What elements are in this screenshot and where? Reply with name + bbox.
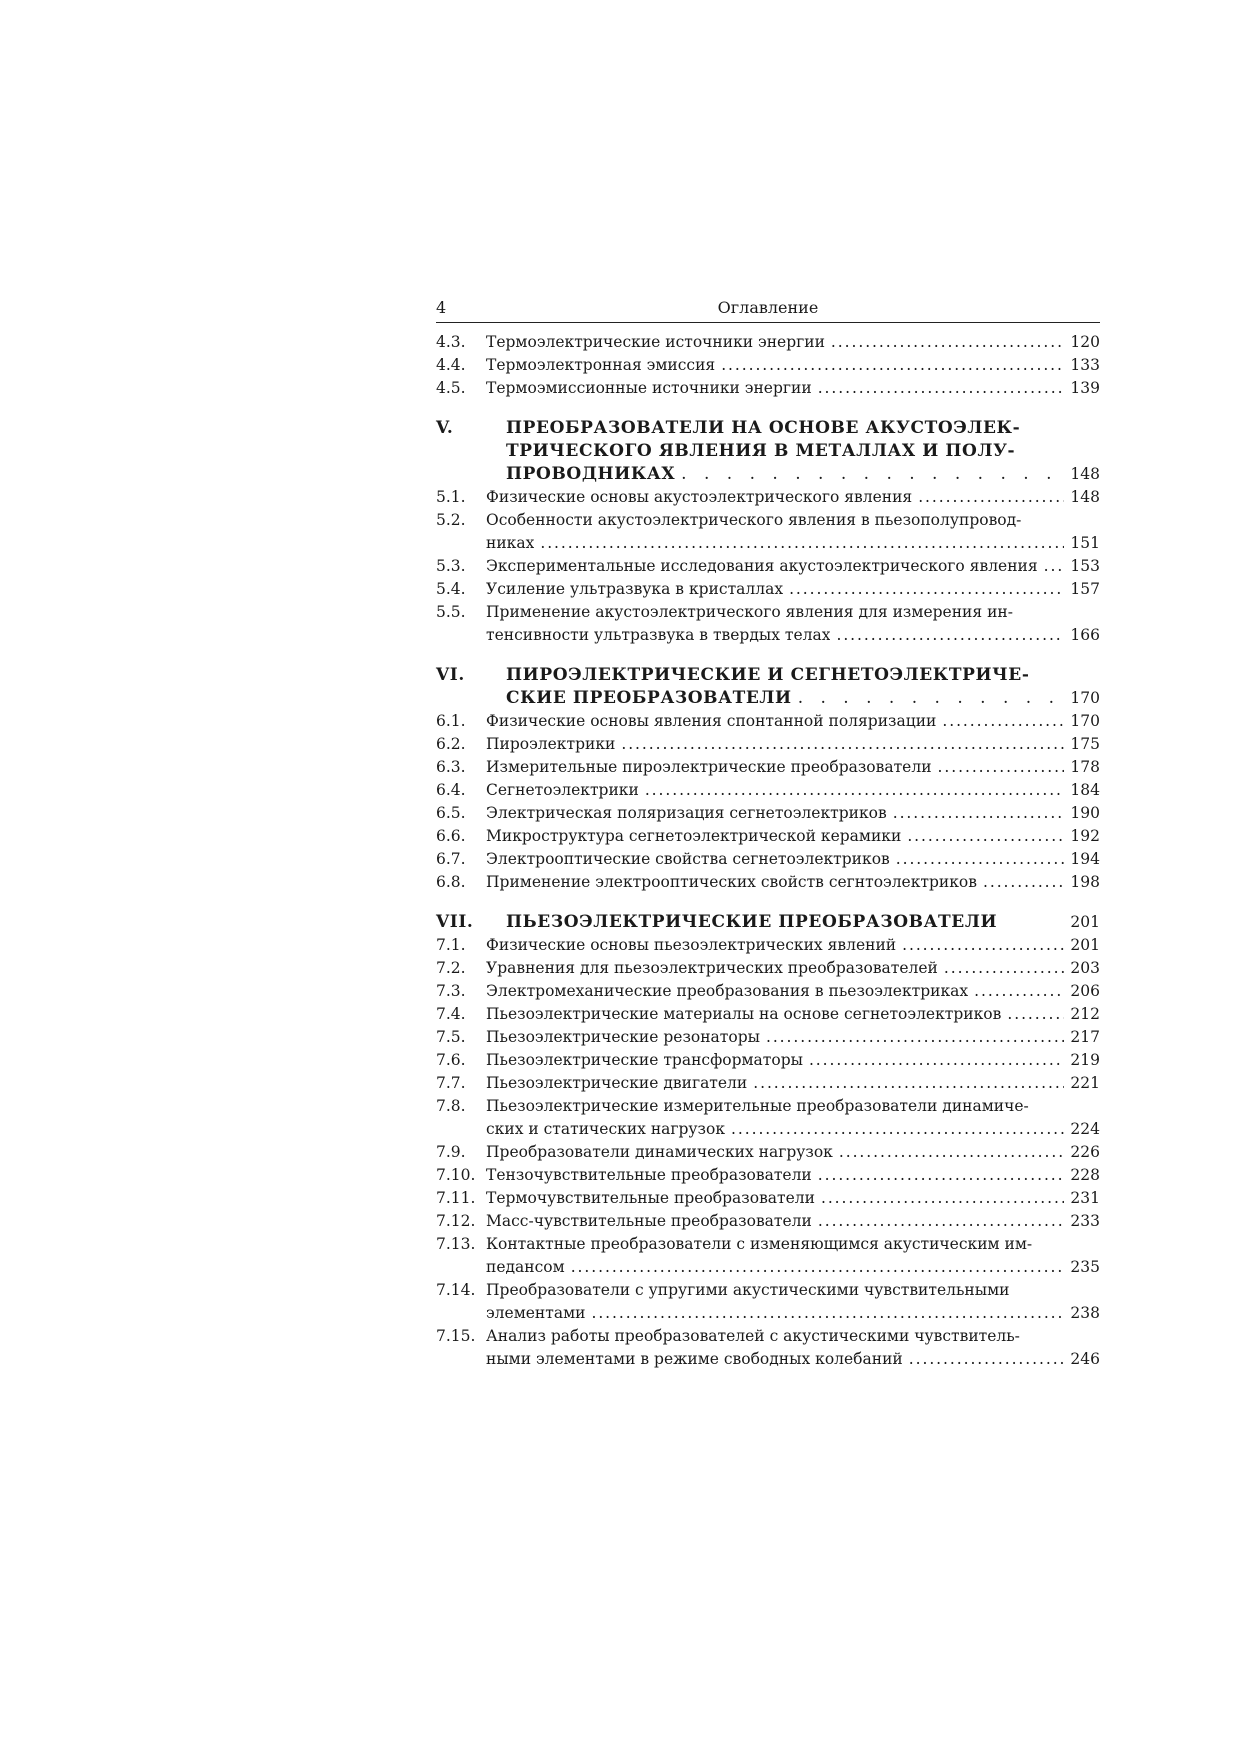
toc-entry-title: Сегнетоэлектрики	[486, 781, 639, 799]
toc-page-number: 175	[1070, 735, 1100, 753]
dot-leader	[591, 1302, 1064, 1325]
toc-entry-number: 7.15.	[436, 1327, 476, 1345]
dot-leader	[766, 1026, 1064, 1049]
toc-entry-number: 5.5.	[436, 603, 466, 621]
toc-entry-number: 7.11.	[436, 1189, 476, 1207]
toc-entry-title: Тензочувствительные преобразователи	[486, 1166, 812, 1184]
toc-entry-number: 6.5.	[436, 804, 466, 822]
toc-entry-body	[486, 710, 1100, 733]
toc-entry-number: 6.1.	[436, 712, 466, 730]
toc-entry-final-row	[486, 1026, 1100, 1049]
toc-entry-final-row	[486, 1256, 1100, 1279]
toc-section-entry[interactable]	[436, 1095, 1100, 1141]
toc-entry-title-line: ТРИЧЕСКОГО ЯВЛЕНИЯ В МЕТАЛЛАХ И ПОЛУ-	[506, 441, 1016, 461]
toc-section-entry[interactable]	[436, 331, 1100, 354]
page-number: 4	[436, 298, 447, 317]
toc-entry-body	[486, 756, 1100, 779]
toc-entry-body	[506, 664, 1100, 710]
dot-leader	[681, 463, 1064, 486]
toc-entry-title: Термоэлектронная эмиссия	[486, 356, 716, 374]
toc-entry-final-row	[486, 1003, 1100, 1026]
toc-page-number: 219	[1070, 1051, 1100, 1069]
toc-page-number: 217	[1070, 1028, 1100, 1046]
toc-page-number: 198	[1070, 873, 1100, 891]
toc-entry-number: 5.2.	[436, 511, 466, 529]
toc-section-entry[interactable]	[436, 1233, 1100, 1279]
toc-entry-body	[486, 1210, 1100, 1233]
toc-entry-body	[486, 1279, 1100, 1325]
toc-entry-title: Преобразователи динамических нагрузок	[486, 1143, 833, 1161]
toc-entry-body	[486, 578, 1100, 601]
toc-entry-title-line: Особенности акустоэлектрического явления в пьезополупровод-	[486, 511, 1022, 529]
toc-page-number: 153	[1070, 557, 1100, 575]
toc-entry-final-row	[506, 463, 1100, 486]
toc-section-entry[interactable]	[436, 1164, 1100, 1187]
toc-page-number: 170	[1070, 712, 1100, 730]
toc-entry-title: Экспериментальные исследования акустоэлектрического явления	[486, 557, 1038, 575]
toc-page-number: 203	[1070, 959, 1100, 977]
toc-entry-number: 5.4.	[436, 580, 466, 598]
toc-page-number: 133	[1070, 356, 1100, 374]
toc-section-entry[interactable]	[436, 1026, 1100, 1049]
dot-leader	[571, 1256, 1065, 1279]
toc-entry-title: Электромеханические преобразования в пьезоэлектриках	[486, 982, 969, 1000]
toc-entry-final-row	[486, 756, 1100, 779]
toc-page-number: 206	[1070, 982, 1100, 1000]
toc-entry-number: V.	[436, 418, 454, 438]
toc-page-number: 120	[1070, 333, 1100, 351]
dot-leader	[942, 710, 1064, 733]
toc-section-entry[interactable]	[436, 779, 1100, 802]
toc-section-entry[interactable]	[436, 578, 1100, 601]
toc-entry-body	[486, 934, 1100, 957]
toc-entry-final-row	[486, 1072, 1100, 1095]
toc-entry-number: 7.13.	[436, 1235, 476, 1253]
toc-entry-number: 7.14.	[436, 1281, 476, 1299]
toc-entry-body	[506, 417, 1100, 486]
toc-page-number: 178	[1070, 758, 1100, 776]
toc-entry-title: элементами	[486, 1304, 586, 1322]
toc-section-entry[interactable]	[436, 957, 1100, 980]
toc-entry-body	[506, 911, 1100, 934]
toc-entry-title-line: Преобразователи с упругими акустическими чувствительными	[486, 1281, 1010, 1299]
toc-entry-body	[486, 1072, 1100, 1095]
toc-entry-body	[486, 601, 1100, 647]
toc-entry-body	[486, 486, 1100, 509]
toc-section-entry[interactable]	[436, 354, 1100, 377]
toc-section-entry[interactable]	[436, 710, 1100, 733]
dot-leader	[621, 733, 1064, 756]
toc-chapter-entry[interactable]	[436, 664, 1100, 710]
toc-page-number: 148	[1070, 465, 1100, 483]
dot-leader	[907, 825, 1064, 848]
toc-section-entry[interactable]	[436, 1003, 1100, 1026]
dot-leader	[839, 1141, 1065, 1164]
toc-entry-body	[486, 1141, 1100, 1164]
toc-entry-title: Физические основы пьезоэлектрических явлений	[486, 936, 897, 954]
toc-entry-number: 7.4.	[436, 1005, 466, 1023]
toc-page-number: 194	[1070, 850, 1100, 868]
dot-leader	[944, 957, 1065, 980]
toc-entry-title: Применение электрооптических свойств сегнтоэлектриков	[486, 873, 977, 891]
toc-page-number: 221	[1070, 1074, 1100, 1092]
toc-page-number: 184	[1070, 781, 1100, 799]
toc-entry-number: 5.3.	[436, 557, 466, 575]
toc-page-number: 170	[1070, 689, 1100, 707]
toc-entry-final-row	[486, 331, 1100, 354]
dot-leader	[809, 1049, 1064, 1072]
dot-leader	[818, 377, 1065, 400]
toc-page-number: 148	[1070, 488, 1100, 506]
toc-section-entry[interactable]	[436, 756, 1100, 779]
toc-entry-final-row	[486, 1164, 1100, 1187]
toc-entry-title-line: Пьезоэлектрические измерительные преобразователи динамиче-	[486, 1097, 1029, 1115]
toc-entry-title: Электрооптические свойства сегнетоэлектриков	[486, 850, 890, 868]
toc-entry-final-row	[486, 532, 1100, 555]
toc-entry-number: 5.1.	[436, 488, 466, 506]
toc-entry-title: ПЬЕЗОЭЛЕКТРИЧЕСКИЕ ПРЕОБРАЗОВАТЕЛИ	[506, 912, 998, 932]
dot-leader	[731, 1118, 1064, 1141]
toc-page-number: 201	[1070, 936, 1100, 954]
toc-entry-title: Пьезоэлектрические материалы на основе сегнетоэлектриков	[486, 1005, 1002, 1023]
toc-entry-final-row	[486, 848, 1100, 871]
toc-entry-final-row	[486, 555, 1100, 578]
toc-entry-title: Микроструктура сегнетоэлектрической керамики	[486, 827, 902, 845]
toc-entry-body	[486, 377, 1100, 400]
toc-entry-number: 6.3.	[436, 758, 466, 776]
toc-page-number: 166	[1070, 626, 1100, 644]
toc-page-number: 246	[1070, 1350, 1100, 1368]
toc-page-number: 192	[1070, 827, 1100, 845]
toc-entry-title: Пьезоэлектрические двигатели	[486, 1074, 748, 1092]
toc-entry-number: VI.	[436, 665, 465, 685]
toc-entry-body	[486, 1233, 1100, 1279]
toc-entry-number: 7.3.	[436, 982, 466, 1000]
dot-leader	[974, 980, 1064, 1003]
toc-section-entry[interactable]	[436, 1210, 1100, 1233]
toc-entry-number: 6.4.	[436, 781, 466, 799]
toc-entry-title: ными элементами в режиме свободных колебаний	[486, 1350, 903, 1368]
toc-entry-number: 6.7.	[436, 850, 466, 868]
dot-leader	[983, 871, 1064, 894]
toc-section-entry[interactable]	[436, 934, 1100, 957]
toc-page-number: 224	[1070, 1120, 1100, 1138]
dot-leader	[893, 802, 1065, 825]
toc-page-number: 212	[1070, 1005, 1100, 1023]
dot-leader	[540, 532, 1064, 555]
dot-leader	[821, 1187, 1064, 1210]
toc-entry-title-line: Анализ работы преобразователей с акустическими чувствитель-	[486, 1327, 1020, 1345]
toc-section-entry[interactable]	[436, 1279, 1100, 1325]
toc-section-entry[interactable]	[436, 601, 1100, 647]
toc-entry-number: 6.2.	[436, 735, 466, 753]
dot-leader	[896, 848, 1065, 871]
toc-entry-body	[486, 733, 1100, 756]
toc-entry-title: Усиление ультразвука в кристаллах	[486, 580, 784, 598]
toc-entry-number: VII.	[436, 912, 474, 932]
toc-entry-title: СКИЕ ПРЕОБРАЗОВАТЕЛИ	[506, 688, 792, 708]
toc-entry-body	[486, 1325, 1100, 1371]
toc-section-entry[interactable]	[436, 486, 1100, 509]
toc-entry-number: 6.6.	[436, 827, 466, 845]
toc-entry-number: 7.8.	[436, 1097, 466, 1115]
toc-entry-number: 7.10.	[436, 1166, 476, 1184]
toc-entry-title: тенсивности ультразвука в твердых телах	[486, 626, 831, 644]
toc-entry-title-line: ПИРОЭЛЕКТРИЧЕСКИЕ И СЕГНЕТОЭЛЕКТРИЧЕ-	[506, 665, 1030, 685]
dot-leader	[938, 756, 1065, 779]
toc-section-entry[interactable]	[436, 871, 1100, 894]
toc-entry-title: Физические основы явления спонтанной поляризации	[486, 712, 937, 730]
toc-entry-final-row	[486, 1348, 1100, 1371]
toc-entry-number: 7.7.	[436, 1074, 466, 1092]
toc-entry-title: Термочувствительные преобразователи	[486, 1189, 815, 1207]
toc-section-entry[interactable]	[436, 1072, 1100, 1095]
toc-entry-body	[486, 1049, 1100, 1072]
toc-entry-title: Термоэлектрические источники энергии	[486, 333, 825, 351]
toc-entry-title-line: ПРЕОБРАЗОВАТЕЛИ НА ОСНОВЕ АКУСТОЭЛЕК-	[506, 418, 1021, 438]
toc-section-entry[interactable]	[436, 802, 1100, 825]
toc-entry-title: никах	[486, 534, 535, 552]
toc-entry-body	[486, 825, 1100, 848]
dot-leader	[753, 1072, 1064, 1095]
toc-page-number: 201	[1070, 913, 1100, 931]
toc-entry-body	[486, 1164, 1100, 1187]
toc-entry-final-row	[486, 1210, 1100, 1233]
toc-entry-title: ских и статических нагрузок	[486, 1120, 726, 1138]
toc-entry-body	[486, 509, 1100, 555]
toc-entry-body	[486, 957, 1100, 980]
toc-entry-final-row	[486, 710, 1100, 733]
toc-entry-title: Электрическая поляризация сегнетоэлектриков	[486, 804, 887, 822]
toc-entry-body	[486, 1095, 1100, 1141]
toc-entry-body	[486, 980, 1100, 1003]
toc-section-entry[interactable]	[436, 980, 1100, 1003]
toc-entry-final-row	[486, 1302, 1100, 1325]
toc-page-number: 238	[1070, 1304, 1100, 1322]
toc-entry-final-row	[486, 624, 1100, 647]
dot-leader	[818, 1210, 1065, 1233]
toc-entry-number: 4.5.	[436, 379, 466, 397]
toc-entry-number: 4.3.	[436, 333, 466, 351]
toc-section-entry[interactable]	[436, 733, 1100, 756]
toc-page-number: 151	[1070, 534, 1100, 552]
toc-page-number: 139	[1070, 379, 1100, 397]
toc-entry-number: 7.5.	[436, 1028, 466, 1046]
toc-section-entry[interactable]	[436, 555, 1100, 578]
toc-entry-number: 7.2.	[436, 959, 466, 977]
dot-leader	[1044, 555, 1065, 578]
toc-section-entry[interactable]	[436, 1187, 1100, 1210]
dot-leader	[902, 934, 1064, 957]
toc-entry-final-row	[486, 934, 1100, 957]
toc-entry-body	[486, 331, 1100, 354]
toc-page-number: 226	[1070, 1143, 1100, 1161]
dot-leader	[789, 578, 1064, 601]
toc-entry-final-row	[486, 1118, 1100, 1141]
toc-entry-title: ПРОВОДНИКАХ	[506, 464, 676, 484]
toc-entry-number: 6.8.	[436, 873, 466, 891]
toc-entry-body	[486, 354, 1100, 377]
dot-leader	[909, 1348, 1065, 1371]
toc-entry-title: Масс-чувствительные преобразователи	[486, 1212, 812, 1230]
toc-chapter-entry[interactable]	[436, 911, 1100, 934]
toc-entry-body	[486, 555, 1100, 578]
toc-section-entry[interactable]	[436, 1141, 1100, 1164]
toc-section-entry[interactable]	[436, 848, 1100, 871]
toc-entry-final-row	[486, 825, 1100, 848]
toc-entry-final-row	[486, 578, 1100, 601]
toc-section-entry[interactable]	[436, 377, 1100, 400]
toc-page-number: 190	[1070, 804, 1100, 822]
dot-leader	[645, 779, 1065, 802]
toc-entry-body	[486, 779, 1100, 802]
toc-entry-body	[486, 1187, 1100, 1210]
toc-entry-number: 7.9.	[436, 1143, 466, 1161]
toc-entry-title: Термоэмиссионные источники энергии	[486, 379, 812, 397]
toc-entry-final-row	[486, 871, 1100, 894]
toc-entry-body	[486, 871, 1100, 894]
toc-entry-number: 7.6.	[436, 1051, 466, 1069]
toc-entry-title: Пироэлектрики	[486, 735, 616, 753]
toc-entry-final-row	[486, 779, 1100, 802]
toc-entry-final-row	[486, 1049, 1100, 1072]
toc-section-entry[interactable]	[436, 825, 1100, 848]
toc-entry-body	[486, 802, 1100, 825]
toc-entry-title: Пьезоэлектрические резонаторы	[486, 1028, 760, 1046]
toc-section-entry[interactable]	[436, 1049, 1100, 1072]
toc-entry-final-row	[486, 354, 1100, 377]
toc-entry-final-row	[486, 486, 1100, 509]
toc-entry-final-row	[486, 980, 1100, 1003]
toc-page-number: 235	[1070, 1258, 1100, 1276]
dot-leader	[798, 687, 1065, 710]
toc-entry-final-row	[486, 377, 1100, 400]
toc-chapter-entry[interactable]	[436, 417, 1100, 486]
toc-section-entry[interactable]	[436, 509, 1100, 555]
toc-entry-body	[486, 1026, 1100, 1049]
toc-entry-title: Измерительные пироэлектрические преобразователи	[486, 758, 932, 776]
toc-page-number: 231	[1070, 1189, 1100, 1207]
toc-entry-final-row	[506, 911, 1100, 934]
dot-leader	[831, 331, 1064, 354]
toc-page-number: 157	[1070, 580, 1100, 598]
toc-entry-body	[486, 848, 1100, 871]
dot-leader	[918, 486, 1064, 509]
toc-entry-title-line: Применение акустоэлектрического явления для измерения ин-	[486, 603, 1013, 621]
dot-leader	[818, 1164, 1065, 1187]
toc-entry-final-row	[506, 687, 1100, 710]
toc-entry-number: 7.1.	[436, 936, 466, 954]
dot-leader	[836, 624, 1064, 647]
dot-leader	[1007, 1003, 1064, 1026]
toc-entry-title: Уравнения для пьезоэлектрических преобразователей	[486, 959, 938, 977]
toc-entry-number: 7.12.	[436, 1212, 476, 1230]
toc-entry-final-row	[486, 733, 1100, 756]
toc-entry-final-row	[486, 1141, 1100, 1164]
toc-section-entry[interactable]	[436, 1325, 1100, 1371]
toc-entry-final-row	[486, 802, 1100, 825]
toc-entry-title-line: Контактные преобразователи с изменяющимся акустическим им-	[486, 1235, 1033, 1253]
toc-page-number: 233	[1070, 1212, 1100, 1230]
running-title: Оглавление	[717, 298, 819, 317]
book-page	[436, 296, 1100, 1371]
toc-entry-title: педансом	[486, 1258, 565, 1276]
toc-entry-title: Физические основы акустоэлектрического явления	[486, 488, 913, 506]
toc-entry-title: Пьезоэлектрические трансформаторы	[486, 1051, 803, 1069]
toc-entry-final-row	[486, 957, 1100, 980]
toc-entry-final-row	[486, 1187, 1100, 1210]
running-header	[436, 296, 1100, 323]
table-of-contents	[436, 331, 1100, 1371]
toc-page-number: 228	[1070, 1166, 1100, 1184]
toc-entry-body	[486, 1003, 1100, 1026]
dot-leader	[721, 354, 1064, 377]
toc-entry-number: 4.4.	[436, 356, 466, 374]
